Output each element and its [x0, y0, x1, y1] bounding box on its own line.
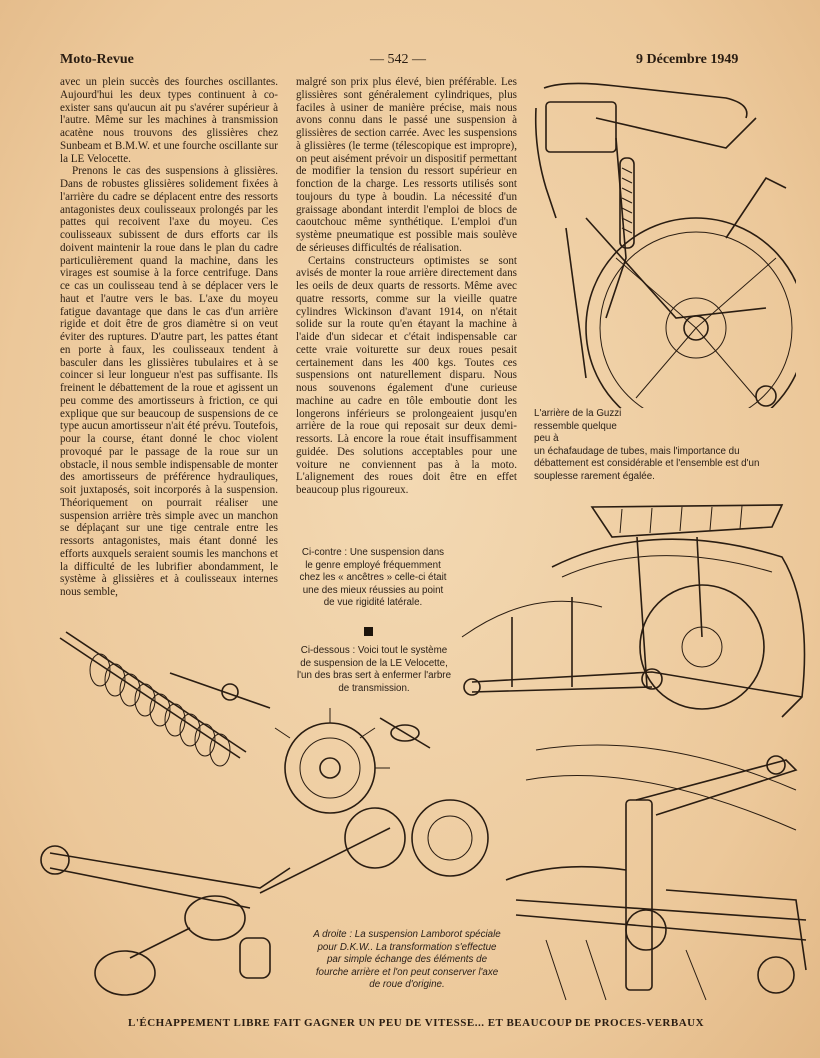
page-number: — 542 — — [370, 52, 426, 67]
magazine-title: Moto-Revue — [60, 52, 134, 67]
lamborot-dkw-illustration — [496, 740, 816, 1010]
ci-contre-caption: Ci-contre : Une suspension dans le genre employé fréquemment chez les « ancêtres » celle-ci était une des mieux réussies au point de vue rigidité latérale. — [299, 547, 447, 608]
paragraph: Prenons le cas des suspensions à glissières. Dans de robustes glissières solidement fixées à l'arrière du cadre se déplacent entre des ressorts antagonistes deux coulisseaux prolongés par les pattes qui recoivent l'axe du moyeu. Ces coulisseaux subissent de durs efforts car ils doivent maintenir la roue dans le plan du cadre particulièrement quand la machine, dans les virages est soumise à la force centrifuge. Dans ce cas un coulisseau tend à se déplacer vers le haut et l'autre vers le bas. L'axe du moyeu fatigue davantage que dans le cas d'un arrière rigide et doit être de gros diamètre si on veut éviter des ruptures. D'autre part, les pattes étant en porte à faux, les coulisseaux tendent à basculer dans les glissières tubulaires et à se coincer si leur longueur n'est pas suffisante. Ils freinent le débattement de la roue et agissent un peu comme des amortisseurs à friction, ce qui explique que sur beaucoup de suspensions de ce type aucun amortisseur n'ait été prévu. Toutefois, pour la course, étant donné le choc violent provoqué par le passage de la roue sur un obstacle, il nous semble indispensable de monter des amortisseurs de préférence hydrauliques, soit juxtaposés, soit incorporés à la suspension. Théoriquement on pourrait réaliser une suspension arrière très simple avec un manchon se déplaçant sur une tige centrale entre les ressorts antagonistes, mais étant donné les efforts auxquels seraient soumis les manchons et la difficulté de les lubrifier abondamment, le système à glissières et à coulisseaux internes nous semble, — [60, 165, 278, 598]
ci-dessous-caption: Ci-dessous : Voici tout le système de suspension de la LE Velocette, l'un des bras sert à enfermer l'arbre de transmission. — [296, 645, 452, 694]
paragraph: malgré son prix plus élevé, bien préférable. Les glissières sont généralement cylindriques, plus faciles à usiner de manière précise, mais nous avons connu dans le passé une suspension à glissières de section carrée. Avec les suspensions à glissières (le terme (télescopique est impropre), on peut aisément prévoir un dispositif permettant de modifier la tension du ressort supérieur en fonction de la charge. Les ressorts utilisés sont toujours du type à boudin. La nécessité d'un graissage abondant interdit l'emploi de blocs de caoutchouc même synthétique. L'emploi d'un système pneumatique est possible mais soulève de sérieuses difficultés de réalisation. — [296, 76, 517, 254]
footer-slogan: L'ÉCHAPPEMENT LIBRE FAIT GAGNER UN PEU DE VITESSE... ET BEAUCOUP DE PROCES-VERBAUX — [128, 1017, 705, 1029]
paragraph: Certains constructeurs optimistes se sont avisés de monter la roue arrière directement dans les oeils de deux quarts de ressorts. Même avec quatre ressorts, comme sur la vieille quatre cylindres Wickinson d'avant 1914, on n'était solide sur la route qu'en étayant la machine à l'aide d'un sidecar et c'était indispensable car cette vraie voiturette sur deux roues pesait certainement dans les 400 kgs. Toutes ces suspensions ont naturellement disparu. Nous nous souvenons également d'une curieuse machine au cadre en tôle emboutie dont les longerons inférieurs se prolongeaient jusqu'en arrière de la roue qui reposait sur deux demi-ressorts. Là encore la roue était insuffisamment guidée. Des solutions acceptables pour une voiture ne conviennent pas à la moto. L'alignement des roues doit être en effet beaucoup plus rigoureux. — [296, 254, 517, 496]
paragraph: avec un plein succès des fourches oscillantes. Aujourd'hui les deux types continuent à co-exister sans qu'aucun ait pu s'avérer supérieur à l'autre. Même sur les machines à transmission acatène nous trouvons des glissières chez Sunbeam et B.M.W. et une fourche oscillante sur la LE Velocette. — [60, 76, 278, 165]
caption-text: L'arrière de la Guzzi ressemble quelque peu à — [534, 408, 622, 444]
issue-date: 9 Décembre 1949 — [636, 52, 739, 67]
a-droite-caption: A droite : La suspension Lamborot spéciale pour D.K.W.. La transformation s'effectue par simple échange des éléments de fourche arrière et l'on peut conserver l'axe de roue d'origine. — [313, 929, 501, 990]
caption-text: un échafaudage de tubes, mais l'importance du débattement est considérable et l'ensemble est d'un souplesse rarement égalée. — [534, 445, 760, 482]
text-column-1 — [60, 76, 278, 599]
guzzi-rear-illustration — [526, 78, 796, 408]
guzzi-caption — [534, 408, 766, 483]
text-column-2 — [296, 76, 517, 497]
